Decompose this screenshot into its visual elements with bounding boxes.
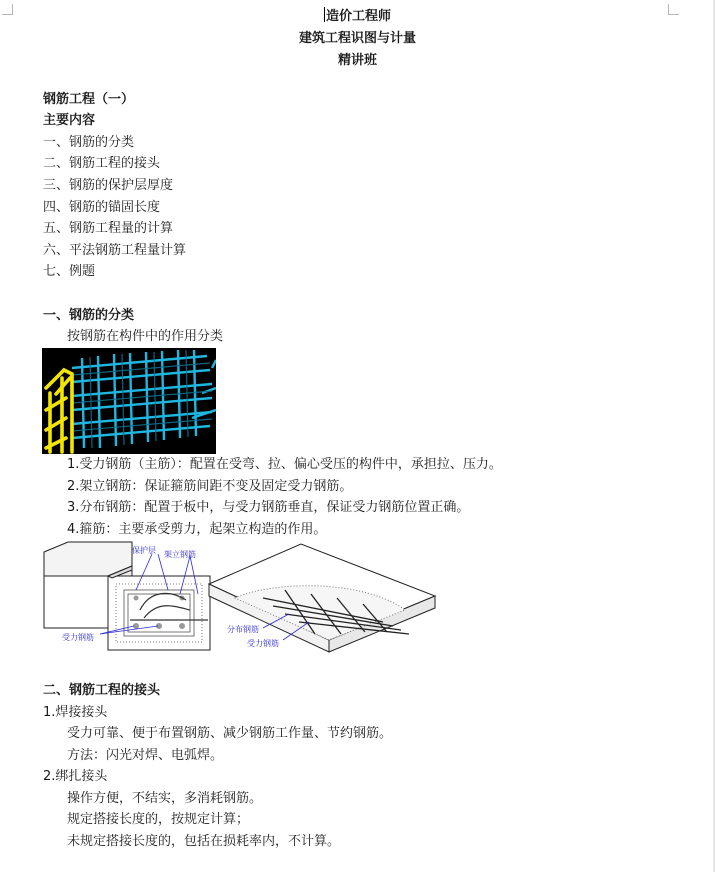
section2-sub2-line2: 规定搭接长度的，按规定计算；	[67, 812, 250, 827]
section2-sub2-line3: 未规定搭接长度的，包括在损耗率内，不计算。	[67, 834, 341, 849]
contents-item-7: 七、例题	[43, 264, 96, 279]
contents-item-3: 三、钢筋的保护层厚度	[43, 178, 174, 193]
section2-sub1: 1.焊接接头	[43, 705, 108, 720]
header-line1	[0, 5, 715, 24]
chapter-title: 钢筋工程（一）	[43, 92, 135, 107]
section1-intro: 按钢筋在构件中的作用分类	[67, 329, 224, 344]
section1-item-4: 4.箍筋：主要承受剪力，起架立构造的作用。	[67, 522, 327, 537]
rebar-cage-image	[42, 348, 216, 454]
section2-sub1-line1: 受力可靠、便于布置钢筋、减少钢筋工作量、节约钢筋。	[67, 726, 393, 741]
label-cover: 保护层	[132, 546, 156, 555]
section1-item-1: 1.受力钢筋（主筋）：配置在受弯、拉、偏心受压的构件中，承担拉、压力。	[67, 457, 502, 472]
section1-item-2: 2.架立钢筋：保证箍筋间距不变及固定受力钢筋。	[67, 479, 353, 494]
section2-sub1-line2: 方法：闪光对焊、电弧焊。	[67, 748, 224, 763]
beam-rebar-diagram	[40, 540, 220, 660]
header-line1-text: 造价工程师	[325, 9, 391, 24]
section2-heading: 二、钢筋工程的接头	[43, 683, 161, 698]
contents-item-4: 四、钢筋的锚固长度	[43, 200, 161, 215]
text-cursor	[324, 7, 325, 22]
section2-sub2-line1: 操作方便，不结实，多消耗钢筋。	[67, 791, 263, 806]
header-line3: 精讲班	[337, 53, 377, 68]
label-main-rebar-slab: 受力钢筋	[247, 639, 279, 648]
contents-item-6: 六、平法钢筋工程量计算	[43, 243, 187, 258]
contents-item-2: 二、钢筋工程的接头	[43, 156, 161, 171]
label-main-rebar-beam: 受力钢筋	[62, 633, 94, 642]
label-distribution-rebar: 分布钢筋	[227, 625, 259, 634]
section1-heading: 一、钢筋的分类	[43, 308, 135, 323]
section2-sub2: 2.绑扎接头	[43, 769, 108, 784]
contents-item-1: 一、钢筋的分类	[43, 135, 135, 150]
header-line2: 建筑工程识图与计量	[298, 31, 416, 46]
contents-title: 主要内容	[43, 113, 96, 128]
section1-item-3: 3.分布钢筋：配置于板中，与受力钢筋垂直，保证受力钢筋位置正确。	[67, 500, 470, 515]
label-erection-rebar: 架立钢筋	[164, 550, 196, 559]
contents-item-5: 五、钢筋工程量的计算	[43, 221, 174, 236]
slab-rebar-diagram	[205, 540, 440, 655]
